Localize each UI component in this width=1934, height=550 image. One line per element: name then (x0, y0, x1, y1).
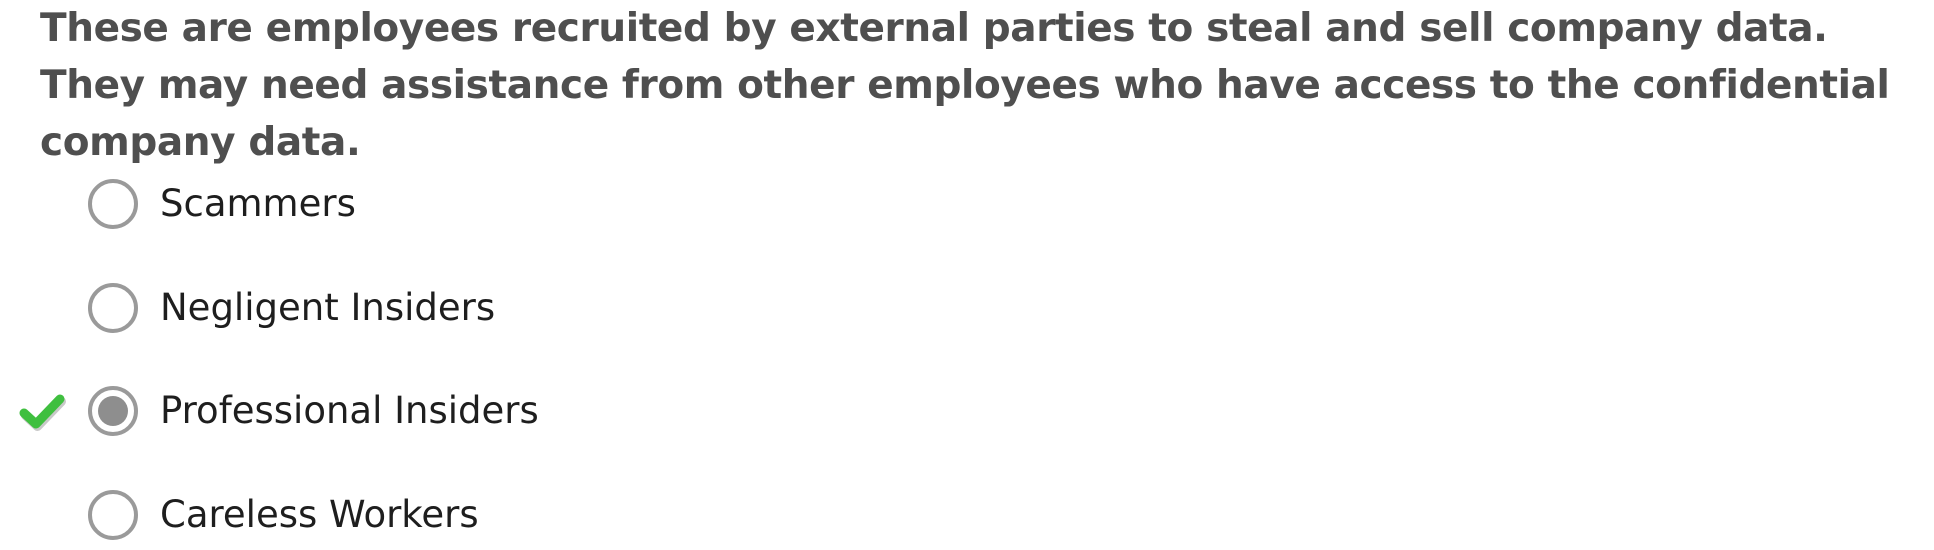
option-scammers[interactable] (0, 174, 900, 234)
option-label: Professional Insiders (160, 389, 539, 432)
option-careless-workers[interactable] (0, 485, 900, 545)
option-label: Careless Workers (160, 493, 479, 536)
checkmark-icon (18, 389, 68, 433)
option-label: Negligent Insiders (160, 286, 496, 329)
radio-button[interactable] (88, 283, 138, 333)
option-professional-insiders[interactable] (0, 381, 900, 441)
radio-button-selected[interactable] (88, 386, 138, 436)
radio-button[interactable] (88, 179, 138, 229)
option-negligent-insiders[interactable] (0, 278, 900, 338)
radio-button[interactable] (88, 490, 138, 540)
question-text: These are employees recruited by external parties to steal and sell company data. They may need assistance from other employees who have access to the confidential company data. (40, 6, 1890, 165)
option-label: Scammers (160, 182, 356, 225)
